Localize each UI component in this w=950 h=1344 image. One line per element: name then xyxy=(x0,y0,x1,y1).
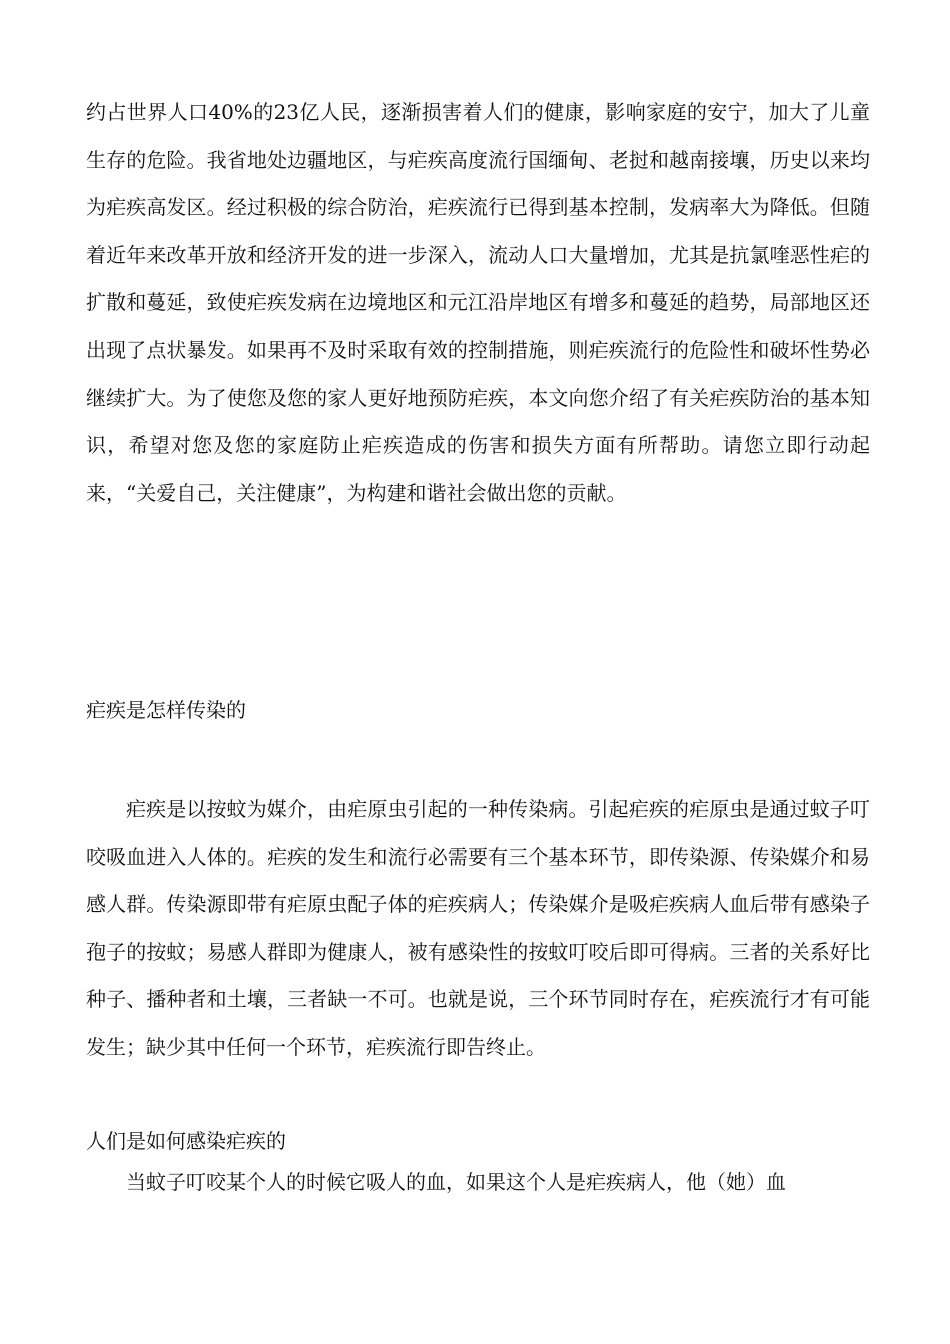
section-heading: 疟疾是怎样传染的 xyxy=(86,698,246,722)
body-paragraph: 疟疾是以按蚊为媒介，由疟原虫引起的一种传染病。引起疟疾的疟原虫是通过蚊子叮咬吸血进入人体的。疟疾的发生和流行必需要有三个基本环节，即传染源、传染媒介和易感人群。传染源即带有疟原虫配子体的疟疾病人；传染媒介是吸疟疾病人血后带有感染子孢子的按蚊；易感人群即为健康人，被有感染性的按蚊叮咬后即可得病。三者的关系好比种子、播种者和土壤，三者缺一不可。也就是说，三个环节同时存在，疟疾流行才有可能发生；缺少其中任何一个环节，疟疾流行即告终止。 xyxy=(86,797,870,1059)
body-paragraph: 约占世界人口40%的23亿人民，逐渐损害着人们的健康，影响家庭的安宁，加大了儿童生存的危险。我省地处边疆地区，与疟疾高度流行国缅甸、老挝和越南接壤，历史以来均为疟疾高发区。经过积极的综合防治，疟疾流行已得到基本控制，发病率大为降低。但随着近年来改革开放和经济开发的进一步深入，流动人口大量增加，尤其是抗氯喹恶性疟的扩散和蔓延，致使疟疾发病在边境地区和元江沿岸地区有增多和蔓延的趋势，局部地区还出现了点状暴发。如果再不及时采取有效的控制措施，则疟疾流行的危险性和破坏性势必继续扩大。为了使您及您的家人更好地预防疟疾，本文向您介绍了有关疟疾防治的基本知识，希望对您及您的家庭防止疟疾造成的伤害和损失方面有所帮助。请您立即行动起来，“关爱自己，关注健康”，为构建和谐社会做出您的贡献。 xyxy=(86,100,870,505)
body-paragraph: 当蚊子叮咬某个人的时候它吸人的血，如果这个人是疟疾病人，他（她）血 xyxy=(126,1170,786,1194)
section-heading: 人们是如何感染疟疾的 xyxy=(86,1129,286,1153)
